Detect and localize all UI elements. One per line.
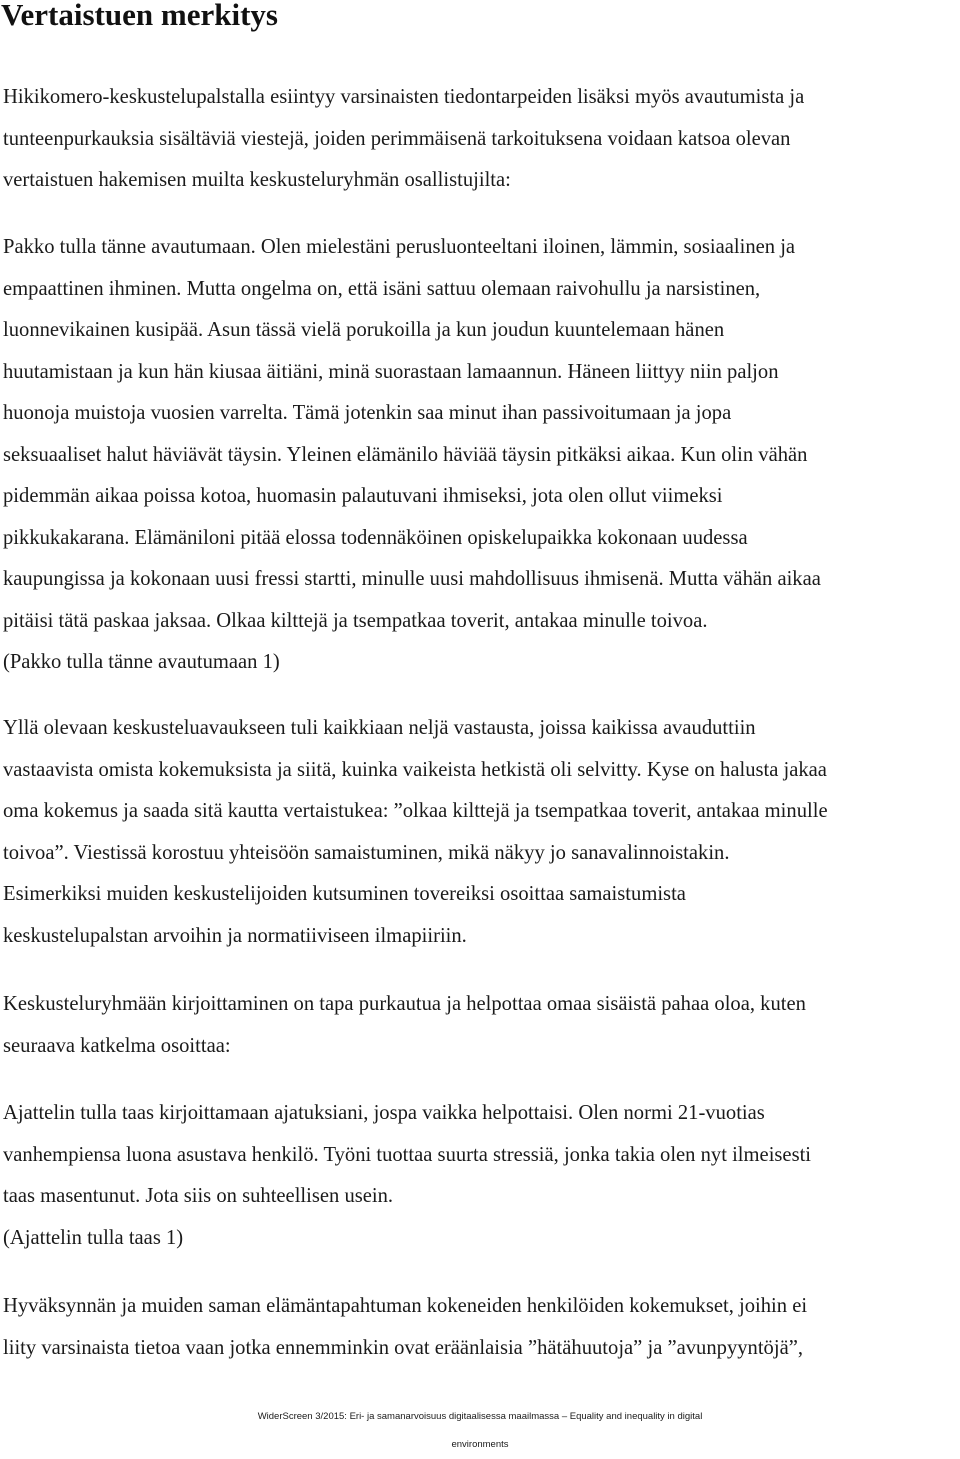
quote-line: pitäisi tätä paskaa jaksaa. Olkaa kilttejä ja tsempatkaa toverit, antakaa minulle toivoa. (3, 609, 708, 632)
forum-quote-1 (3, 227, 958, 684)
quote-line: Pakko tulla tänne avautumaan. Olen mielestäni perusluonteeltani iloinen, lämmin, sosiaalinen ja (3, 236, 796, 258)
text-line: Esimerkiksi muiden keskustelijoiden kutsuminen tovereiksi osoittaa samaistumista (3, 883, 686, 905)
text-line: liity varsinaista tietoa vaan jotka ennemminkin ovat eräänlaisia ”hätähuutoja” ja ”avunpyyntöjä”, (3, 1336, 804, 1359)
quote-line: luonnevikainen kusipää. Asun tässä vielä porukoilla ja kun joudun kuuntelemaan hänen (3, 319, 725, 341)
quote-line: Ajattelin tulla taas kirjoittamaan ajatuksiani, jospa vaikka helpottaisi. Olen normi 21-vuotias (3, 1102, 765, 1124)
quote-line: seksuaaliset halut häviävät täysin. Yleinen elämänilo häviää täysin pitkäksi aikaa. Kun olin vähän (3, 443, 808, 466)
quote-line: huutamistaan ja kun hän kiusaa äitiäni, minä suorastaan lamaannun. Häneen liittyy niin paljon (3, 360, 779, 383)
text-line: oma kokemus ja saada sitä kautta vertaistukea: ”olkaa kilttejä ja tsempatkaa toverit, antakaa minulle (3, 800, 828, 822)
quote-line: pidemmän aikaa poissa kotoa, huomasin palautuvani ihmiseksi, jota olen ollut viimeksi (3, 485, 723, 507)
text-line: Keskusteluryhmään kirjoittaminen on tapa purkautua ja helpottaa omaa sisäistä pahaa oloa, kuten (3, 993, 806, 1015)
paragraph-transition (3, 984, 958, 1067)
text-line: Hikikomero-keskustelupalstalla esiintyy varsinaisten tiedontarpeiden lisäksi myös avautumista ja (3, 86, 805, 108)
paragraph-analysis (3, 708, 958, 957)
footer-line: WiderScreen 3/2015: Eri- ja samanarvoisuus digitaalisessa maailmassa – Equality and inequality in digital (257, 1411, 703, 1422)
text-line: Yllä olevaan keskusteluavaukseen tuli kaikkiaan neljä vastausta, joissa kaikissa avauduttiin (3, 717, 756, 739)
text-line: vertaistuen hakemisen muilta keskusteluryhmän osallistujilta: (3, 169, 511, 191)
quote-line: vanhempiensa luona asustava henkilö. Työni tuottaa suurta stressiä, jonka takia olen nyt ilmeisesti (3, 1143, 812, 1166)
footer-line: environments (451, 1439, 509, 1450)
quote-line: kaupungissa ja kokonaan uusi fressi startti, minulle uusi mahdollisuus ihmisenä. Mutta vähän aikaa (3, 568, 821, 590)
page-footer (0, 1403, 960, 1459)
text-line: seuraava katkelma osoittaa: (3, 1034, 231, 1057)
text-line: Hyväksynnän ja muiden saman elämäntapahtuman kokeneiden henkilöiden kokemukset, joihin ei (3, 1295, 808, 1317)
quote-line: huonoja muistoja vuosien varrelta. Tämä jotenkin saa minut ihan passivoitumaan ja jopa (3, 402, 732, 424)
text-line: toivoa”. Viestissä korostuu yhteisöön samaistuminen, mikä näkyy jo sanavalinnoistakin. (3, 841, 730, 864)
paragraph-intro (3, 77, 958, 202)
forum-quote-2 (3, 1093, 958, 1259)
text-line: vastaavista omista kokemuksista ja siitä, kuinka vaikeista hetkistä oli selvitty. Kyse on halusta jakaa (3, 758, 827, 781)
quote-line: pikkukakarana. Elämäniloni pitää elossa todennäköinen opiskelupaikka kokonaan uudessa (3, 526, 748, 549)
text-line: keskustelupalstan arvoihin ja normatiiviseen ilmapiiriin. (3, 924, 467, 947)
text-line: tunteenpurkauksia sisältäviä viestejä, joiden perimmäisenä tarkoituksena voidaan katsoa olevan (3, 127, 791, 150)
quote-source: (Pakko tulla tänne avautumaan 1) (3, 651, 280, 673)
section-title: Vertaistuen merkitys (1, 0, 278, 32)
quote-source: (Ajattelin tulla taas 1) (3, 1226, 184, 1249)
paragraph-conclusion (3, 1286, 958, 1369)
quote-line: taas masentunut. Jota siis on suhteellisen usein. (3, 1185, 394, 1207)
quote-line: empaattinen ihminen. Mutta ongelma on, että isäni sattuu olemaan raivohullu ja narsistinen, (3, 277, 761, 300)
